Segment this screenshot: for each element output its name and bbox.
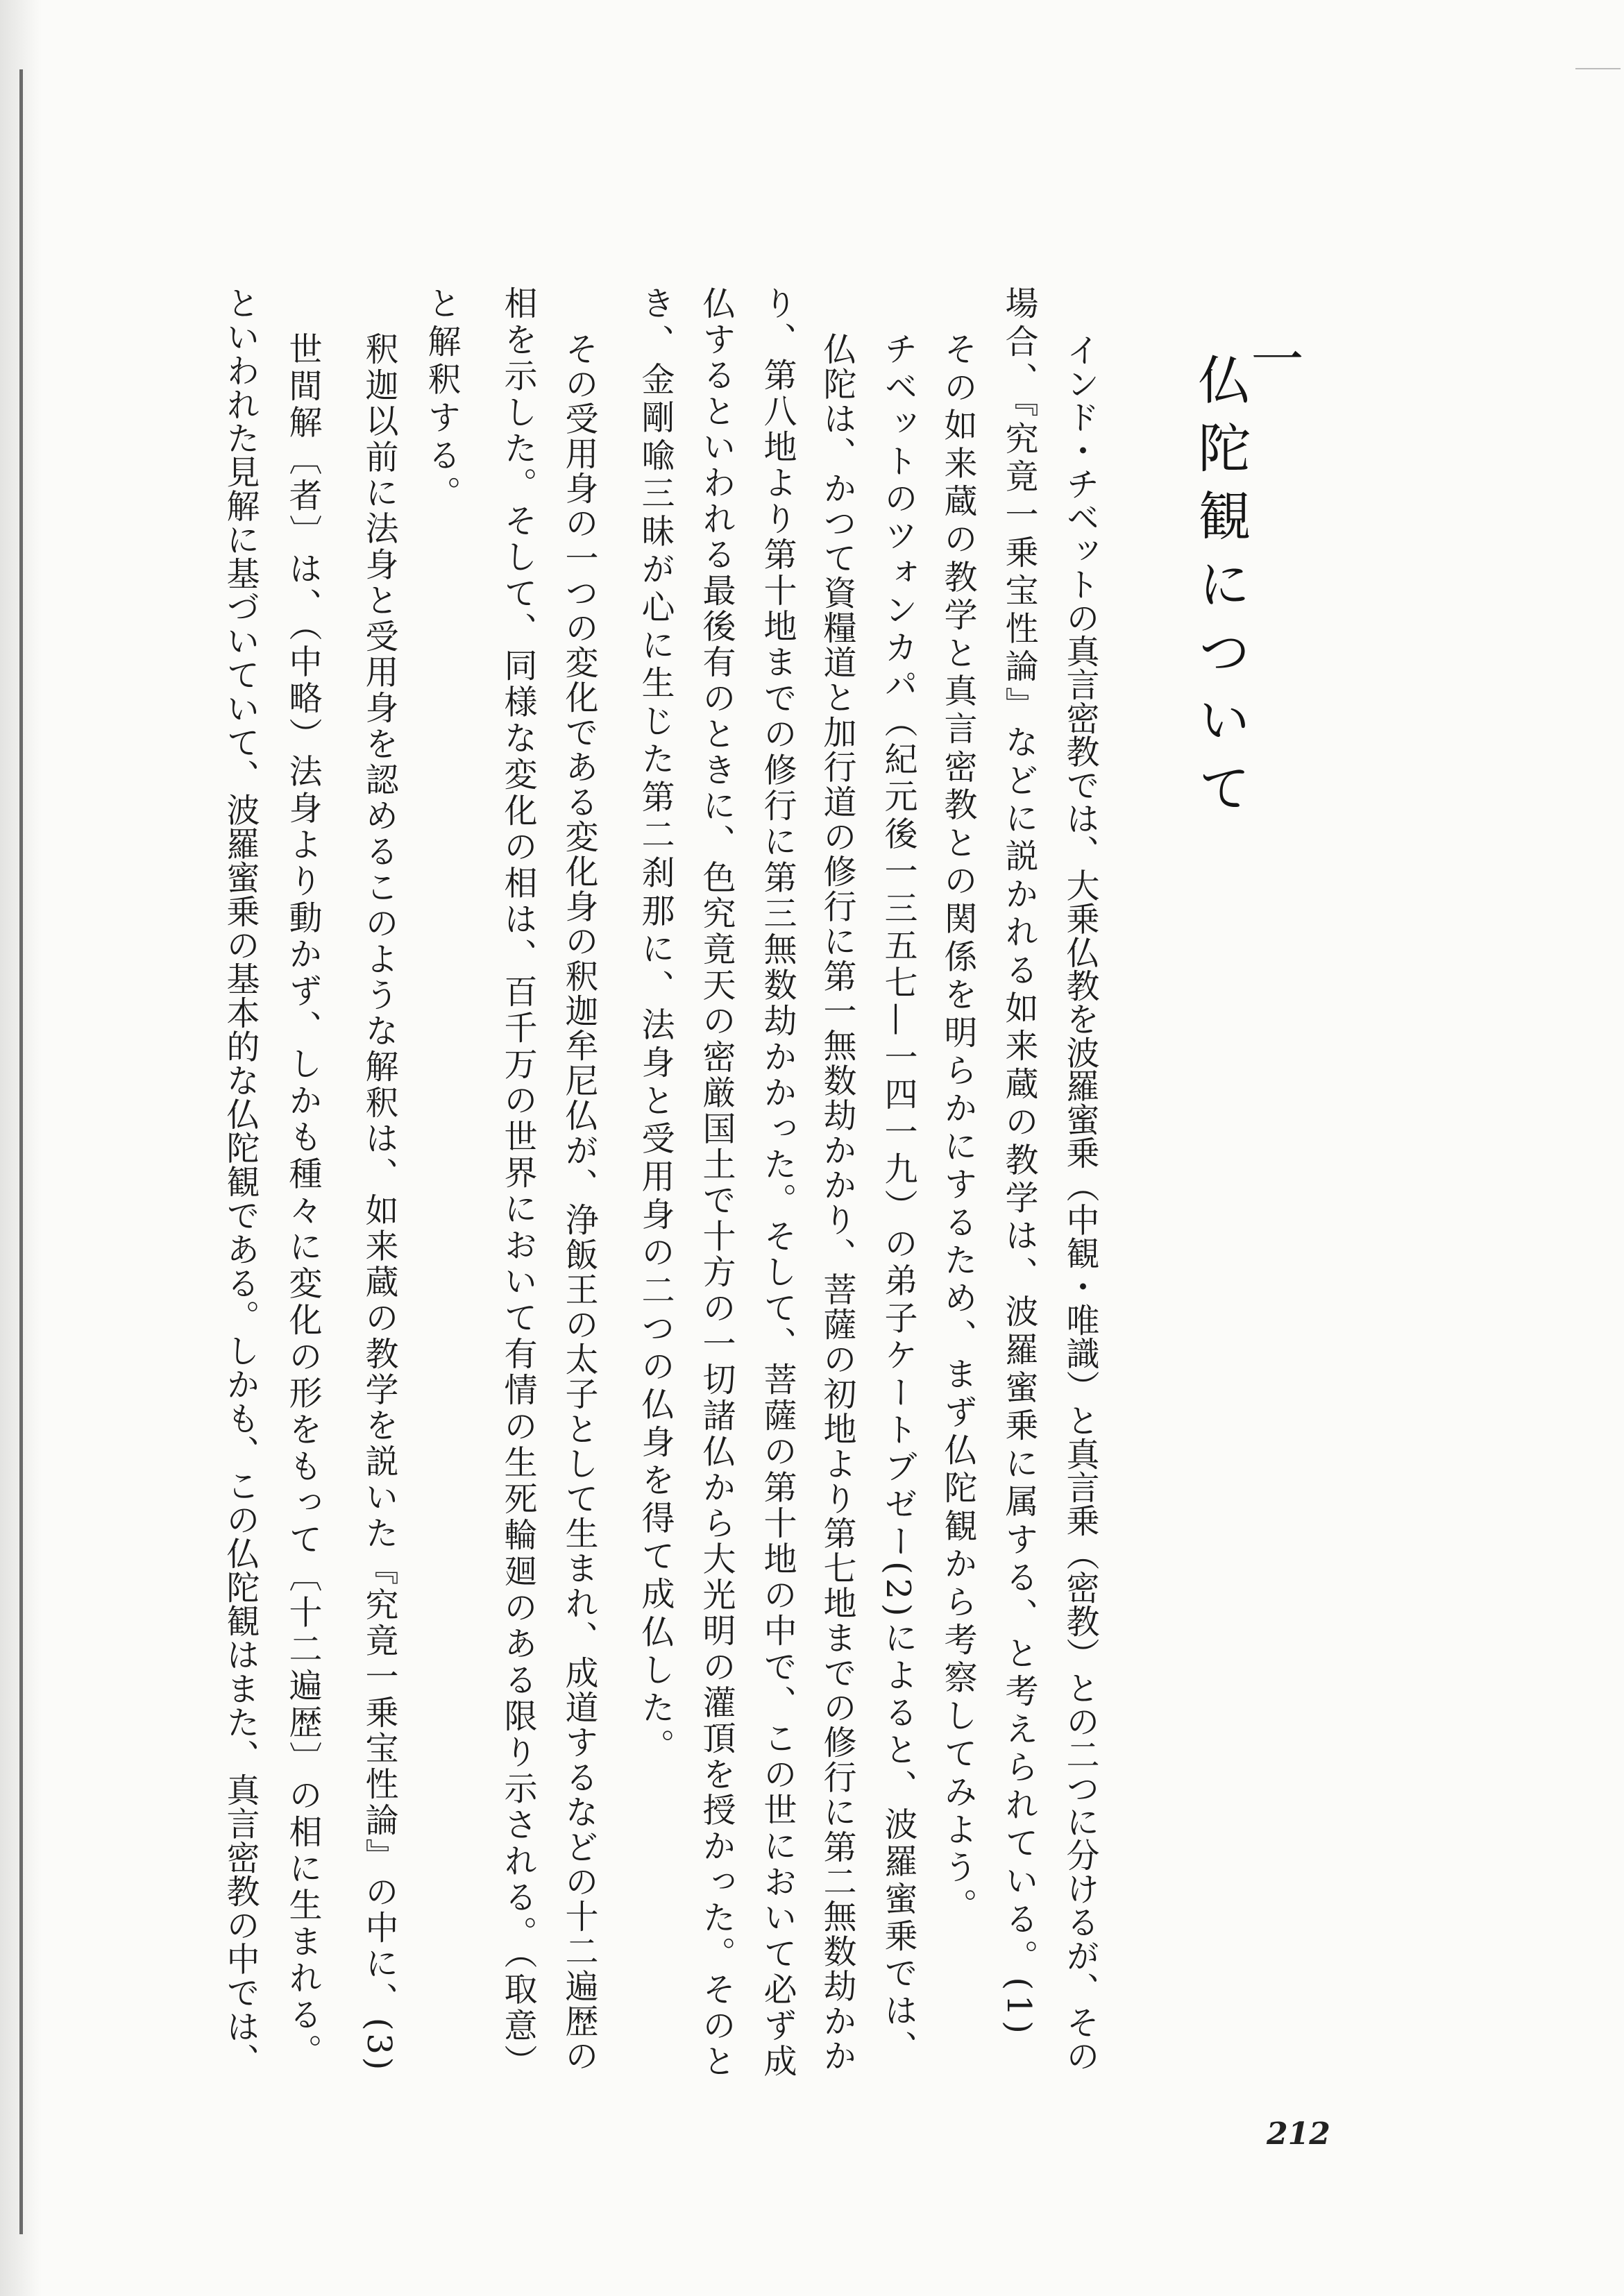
binding-edge [19, 69, 23, 2234]
text-line: といわれた見解に基づいていて、波羅蜜乗の基本的な仏陀観である。しかも、この仏陀観はまた、真言密教の中では、 [221, 286, 260, 2077]
text-line: 世間解〔者〕は、（中略）法身より動かず、しかも種々に変化の形をもって〔十二遍歴〕の相に生まれる。 [283, 332, 322, 2070]
text-line: その受用身の一つの変化である変化身の釈迦牟尼仏が、浄飯王の太子として生まれ、成道するなどの十二遍歴の [559, 332, 598, 2073]
top-rule [1575, 68, 1621, 69]
section-number: 一 [1242, 332, 1304, 400]
text-line: その如来蔵の教学と真言密教との関係を明らかにするため、まず仏陀観から考察してみよう。 [938, 332, 977, 1926]
section-title: 仏陀観について [1190, 352, 1251, 828]
text-line: 釈迦以前に法身と受用身を認めるこのような解釈は、如来蔵の教学を説いた『究竟一乗宝性論』の中に、(3) [360, 332, 398, 2073]
text-line: 仏陀は、かつて資糧道と加行道の修行に第一無数劫かかり、菩薩の初地より第七地までの修行に第二無数劫かか [818, 332, 856, 2073]
text-line: り、第八地より第十地までの修行に第三無数劫かかった。そして、菩薩の第十地の中で、この世において必ず成 [758, 286, 797, 2080]
text-line: 相を示した。そして、同様な変化の相は、百千万の世界において有情の生死輪廻のある限り示される。（取意） [498, 286, 537, 2080]
text-line: と解釈する。 [422, 286, 461, 514]
page-number: 212 [1267, 2116, 1330, 2152]
text-line: き、金剛喩三昧が心に生じた第二刹那に、法身と受用身の二つの仏身を得て成仏した。 [636, 286, 675, 1767]
section-heading [1190, 332, 1304, 828]
text-line: インド・チベットの真言密教では、大乗仏教を波羅蜜乗（中観・唯識）と真言乗（密教）との二つに分けるが、その [1060, 333, 1099, 2073]
text-line: 仏するといわれる最後有のときに、色究竟天の密厳国土で十方の一切諸仏から大光明の灌頂を授かった。そのと [697, 286, 736, 2080]
text-line: チベットのツォンカパ（紀元後一三五七—一四一九）の弟子ケートブゼー(2)によると、波羅蜜乗では、 [879, 332, 917, 2068]
text-line: 場合、『究竟一乗宝性論』などに説かれる如来蔵の教学は、波羅蜜乗に属する、と考えられている。(1) [999, 286, 1038, 2039]
